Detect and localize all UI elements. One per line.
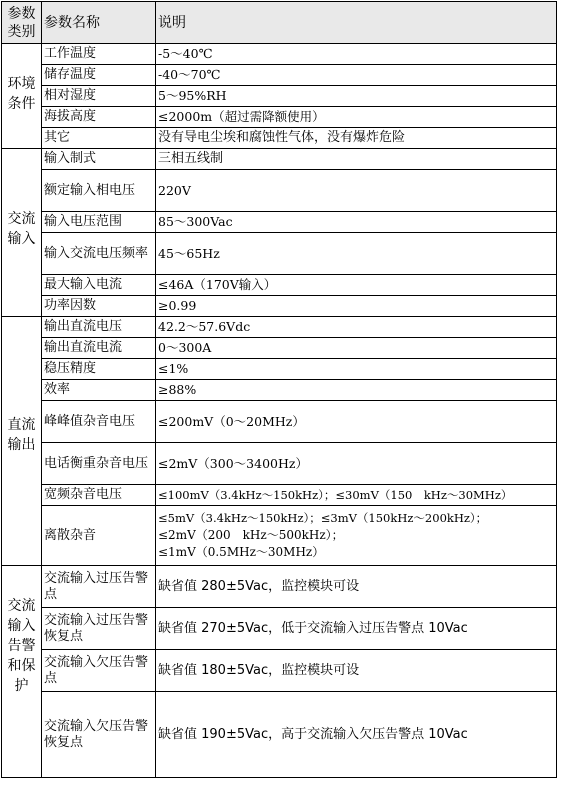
param-value: 缺省值 280±5Vac，监控模块可设 — [156, 566, 557, 608]
param-value: ≤2mV（300～3400Hz） — [156, 443, 557, 485]
param-value: 5～95%RH — [156, 86, 557, 107]
param-name: 最大输入电流 — [42, 275, 156, 296]
header-description: 说明 — [156, 2, 557, 44]
table-row — [2, 608, 557, 650]
param-name: 输入电压范围 — [42, 212, 156, 233]
table-row — [2, 275, 557, 296]
table-row — [2, 212, 557, 233]
param-value: ≤1% — [156, 359, 557, 380]
param-name: 其它 — [42, 128, 156, 149]
noise-line: ≤5mV（3.4kHz～150kHz）；≤3mV（150kHz～200kHz）； — [158, 511, 488, 525]
table-row — [2, 359, 557, 380]
param-value: ≥0.99 — [156, 296, 557, 317]
param-name: 交流输入过压告警点 — [42, 566, 156, 608]
header-category: 参数类别 — [2, 2, 42, 44]
category-env: 环境条件 — [2, 44, 42, 149]
param-name: 海拔高度 — [42, 107, 156, 128]
table-row — [2, 149, 557, 170]
param-name: 峰峰值杂音电压 — [42, 401, 156, 443]
param-value: 0～300A — [156, 338, 557, 359]
table-row — [2, 380, 557, 401]
table-row — [2, 485, 557, 506]
param-value: 没有导电尘埃和腐蚀性气体，没有爆炸危险 — [156, 128, 557, 149]
param-name: 工作温度 — [42, 44, 156, 65]
noise-line: ≤2mV（200 kHz～500kHz）； — [158, 528, 344, 542]
table-row — [2, 233, 557, 275]
param-name: 额定输入相电压 — [42, 170, 156, 212]
param-name: 输入制式 — [42, 149, 156, 170]
param-name: 稳压精度 — [42, 359, 156, 380]
table-row — [2, 401, 557, 443]
table-row — [2, 650, 557, 692]
param-value-multiline — [156, 506, 557, 566]
header-name: 参数名称 — [42, 2, 156, 44]
param-name: 交流输入过压告警恢复点 — [42, 608, 156, 650]
param-value: -40～70℃ — [156, 65, 557, 86]
param-value: 45～65Hz — [156, 233, 557, 275]
param-value: 缺省值 190±5Vac，高于交流输入欠压告警点 10Vac — [156, 692, 557, 778]
param-name: 输出直流电流 — [42, 338, 156, 359]
param-value: ≥88% — [156, 380, 557, 401]
param-value: 三相五线制 — [156, 149, 557, 170]
table-row — [2, 692, 557, 778]
param-name: 输入交流电压频率 — [42, 233, 156, 275]
table-header-row — [2, 2, 557, 44]
param-value: ≤46A（170V输入） — [156, 275, 557, 296]
table-row — [2, 44, 557, 65]
table-row — [2, 86, 557, 107]
param-name: 离散杂音 — [42, 506, 156, 566]
param-name: 效率 — [42, 380, 156, 401]
category-ac-input: 交流输入 — [2, 149, 42, 317]
table-row — [2, 566, 557, 608]
param-name: 储存温度 — [42, 65, 156, 86]
param-name: 输出直流电压 — [42, 317, 156, 338]
table-row — [2, 128, 557, 149]
parameter-table — [1, 1, 557, 778]
noise-line: ≤1mV（0.5MHz～30MHz） — [158, 545, 325, 559]
param-value: -5～40℃ — [156, 44, 557, 65]
category-dc-output: 直流输出 — [2, 317, 42, 566]
param-name: 交流输入欠压告警点 — [42, 650, 156, 692]
param-name: 功率因数 — [42, 296, 156, 317]
table-row — [2, 107, 557, 128]
param-value: ≤100mV（3.4kHz～150kHz）；≤30mV（150 kHz～30MHz） — [156, 485, 557, 506]
param-name: 宽频杂音电压 — [42, 485, 156, 506]
category-ac-protection: 交流输入告警和保护 — [2, 566, 42, 778]
table-row — [2, 65, 557, 86]
param-name: 电话衡重杂音电压 — [42, 443, 156, 485]
table-row — [2, 506, 557, 566]
param-value: ≤2000m（超过需降额使用） — [156, 107, 557, 128]
param-value: ≤200mV（0～20MHz） — [156, 401, 557, 443]
param-value: 缺省值 270±5Vac，低于交流输入过压告警点 10Vac — [156, 608, 557, 650]
param-value: 缺省值 180±5Vac，监控模块可设 — [156, 650, 557, 692]
table-row — [2, 296, 557, 317]
table-row — [2, 317, 557, 338]
param-value: 85～300Vac — [156, 212, 557, 233]
param-value: 220V — [156, 170, 557, 212]
table-row — [2, 443, 557, 485]
param-name: 交流输入欠压告警恢复点 — [42, 692, 156, 778]
table-row — [2, 338, 557, 359]
param-name: 相对湿度 — [42, 86, 156, 107]
param-value: 42.2～57.6Vdc — [156, 317, 557, 338]
table-row — [2, 170, 557, 212]
